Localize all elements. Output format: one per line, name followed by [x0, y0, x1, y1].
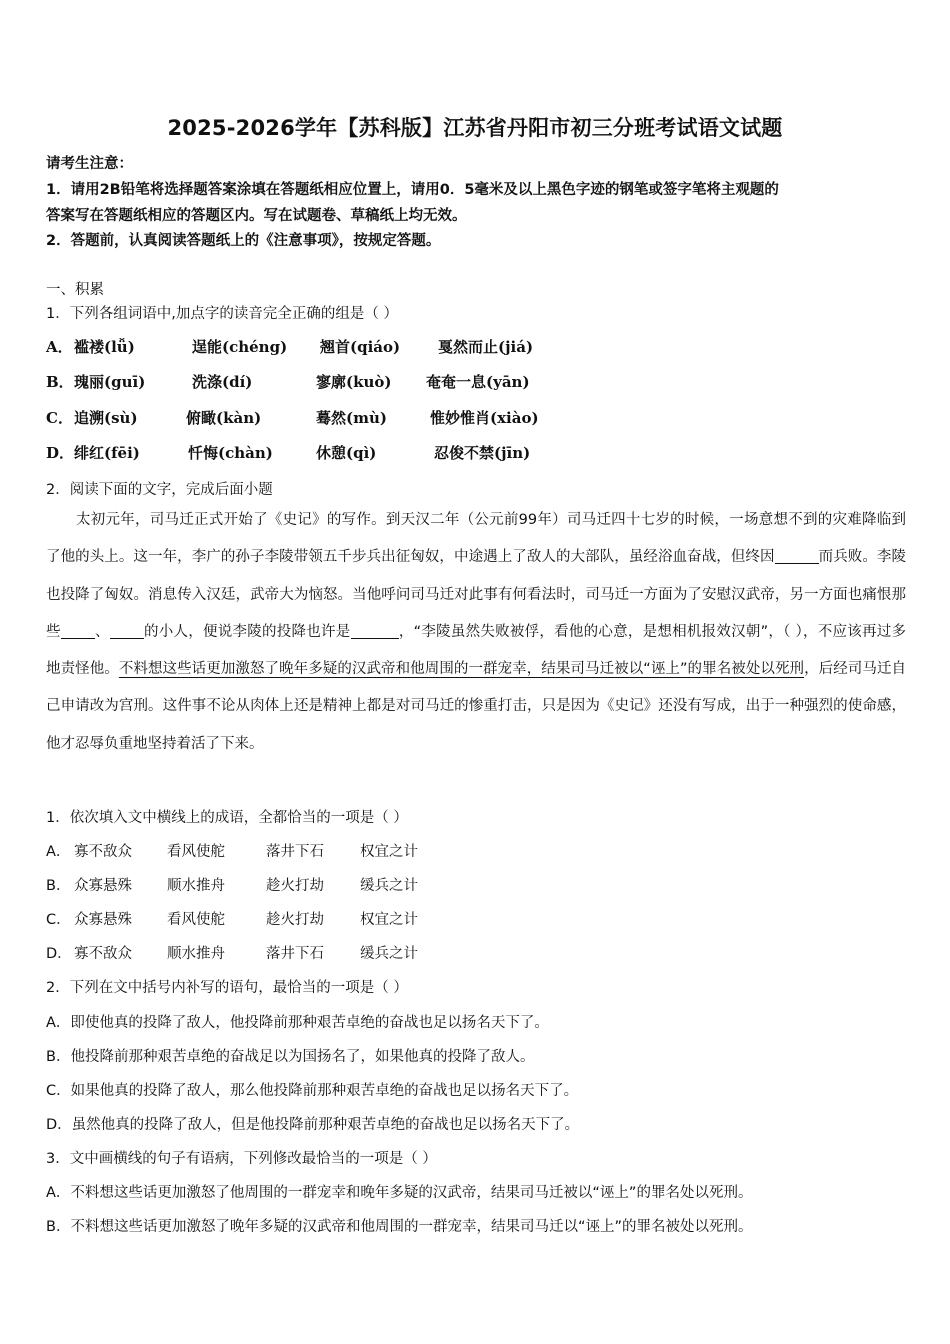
sub1-option-c-word-3: 趁火打劫 [266, 912, 324, 928]
reading-passage [46, 502, 906, 763]
sub3-option-a: A．不料想这些话更加激怒了他周围的一群宠幸和晚年多疑的汉武帝，结果司马迁被以“诬上”的罪名处以死刑。 [46, 1185, 753, 1201]
q1-option-c-word-1: 追溯(sù) [74, 409, 138, 427]
q1-option-b-word-2: 洗涤(dí) [192, 373, 253, 391]
sub1-stem: 1．依次填入文中横线上的成语，全都恰当的一项是（ ） [46, 810, 408, 826]
q1-option-b-word-4: 奄奄一息(yān) [426, 373, 530, 391]
blank-1 [775, 549, 819, 565]
sub1-option-a-word-3: 落井下石 [266, 844, 324, 860]
notice-item-2: 2．答题前，认真阅读答题纸上的《注意事项》，按规定答题。 [46, 233, 441, 249]
sub1-option-d-word-1: 寡不敌众 [74, 946, 132, 962]
sub1-option-a-word-2: 看风使舵 [167, 844, 225, 860]
sub1-option-b-label: B． [46, 878, 71, 894]
sub1-option-b-word-3: 趁火打劫 [266, 878, 324, 894]
q1-option-a-word-3: 翘首(qiáo) [320, 338, 401, 356]
blank-4 [351, 623, 399, 639]
sub3-option-b: B．不料想这些话更加激怒了晚年多疑的汉武帝和他周围的一群宠幸，结果司马迁以“诬上”的罪名被处以死刑。 [46, 1219, 753, 1235]
notice-item-1-line-1: 1．请用2B铅笔将选择题答案涂填在答题纸相应位置上，请用0．5毫米及以上黑色字迹的钢笔或签字笔将主观题的 [46, 182, 779, 198]
q1-stem: 1．下列各组词语中,加点字的读音完全正确的组是（ ） [46, 306, 398, 322]
q1-option-c-word-3: 蓦然(mù) [316, 409, 387, 427]
blank-3 [110, 623, 144, 639]
q1-option-d-label: D． [46, 444, 75, 462]
passage-part-4: 的小人，便说李陵的投降也许是 [143, 623, 351, 640]
sub3-stem: 3．文中画横线的句子有语病，下列修改最恰当的一项是（ ） [46, 1151, 437, 1167]
sub2-option-a: A．即使他真的投降了敌人，他投降前那种艰苦卓绝的奋战也足以扬名天下了。 [46, 1015, 549, 1031]
sub1-option-b-word-2: 顺水推舟 [167, 878, 225, 894]
underlined-sentence: 不料想这些话更加激怒了晚年多疑的汉武帝和他周围的一群宠幸，结果司马迁被以“诬上”的罪名被处以死刑 [118, 661, 805, 678]
sub2-option-c: C．如果他真的投降了敌人，那么他投降前那种艰苦卓绝的奋战也足以扬名天下了。 [46, 1083, 579, 1099]
q1-option-b-label: B． [46, 373, 74, 391]
page-title: 2025-2026学年【苏科版】江苏省丹阳市初三分班考试语文试题 [167, 116, 783, 140]
sub2-stem: 2．下列在文中括号内补写的语句，最恰当的一项是（ ） [46, 980, 408, 996]
q1-option-d-word-1: 绯红(fēi) [74, 444, 140, 462]
q2-intro: 2．阅读下面的文字，完成后面小题 [46, 482, 273, 498]
notice-heading: 请考生注意： [46, 156, 133, 172]
sub1-option-a-word-4: 权宜之计 [360, 844, 418, 860]
sub1-option-a-label: A． [46, 844, 71, 860]
q1-option-a-word-4: 戛然而止(jiá) [438, 338, 534, 356]
q1-option-c-word-4: 惟妙惟肖(xiào) [430, 409, 539, 427]
sub1-option-a-word-1: 寡不敌众 [74, 844, 132, 860]
sub1-option-c-word-4: 权宜之计 [360, 912, 418, 928]
sub1-option-d-word-2: 顺水推舟 [167, 946, 225, 962]
q1-option-d-word-3: 休憩(qì) [316, 444, 377, 462]
sub1-option-d-word-3: 落井下石 [266, 946, 324, 962]
sub2-option-d: D．虽然他真的投降了敌人，但是他投降前那种艰苦卓绝的奋战也足以扬名天下了。 [46, 1117, 580, 1133]
sub1-option-d-label: D． [46, 946, 72, 962]
passage-part-2: 而兵败。李陵也投降了匈奴。消息传入汉廷，武帝大为恼怒。当他呼问司马迁对此事有何看法时，司马迁一方面为了安慰汉武帝，另一方面也痛恨那些 [46, 549, 907, 640]
q1-option-a-word-2: 逞能(chéng) [192, 338, 288, 356]
sub1-option-c-word-1: 众寡悬殊 [74, 912, 132, 928]
sub1-option-b-word-4: 缓兵之计 [360, 878, 418, 894]
q1-option-d-word-4: 忍俊不禁(jīn) [434, 444, 531, 462]
q1-option-d-word-2: 忏悔(chàn) [188, 444, 273, 462]
blank-2 [61, 623, 95, 639]
q1-option-c-word-2: 俯瞰(kàn) [186, 409, 262, 427]
sub1-option-c-label: C． [46, 912, 71, 928]
notice-item-1-line-2: 答案写在答题纸相应的答题区内。写在试题卷、草稿纸上均无效。 [46, 208, 467, 224]
q1-option-a-word-1: 褴褛(lǚ) [74, 338, 135, 356]
q1-option-a-label: A． [46, 338, 73, 356]
sub2-option-b: B．他投降前那种艰苦卓绝的奋战足以为国扬名了，如果他真的投降了敌人。 [46, 1049, 535, 1065]
sub1-option-b-word-1: 众寡悬殊 [74, 878, 132, 894]
q1-option-b-word-3: 寥廓(kuò) [316, 373, 392, 391]
q1-option-c-label: C． [46, 409, 73, 427]
q1-option-b-word-1: 瑰丽(guī) [74, 373, 146, 391]
section-heading: 一、积累 [46, 282, 104, 298]
passage-part-1: 太初元年，司马迁正式开始了《史记》的写作。到天汉二年（公元前99年）司马迁四十七岁的时候，一场意想不到的灾难降临到了他的头上。这一年，李广的孙子李陵带领五千步兵出征匈奴，中途遇上了敌人的大部队，虽经浴血奋战，但终因 [46, 512, 906, 566]
passage-part-3: 、 [94, 623, 110, 640]
passage-part-6: ，后经司马迁自己申请改为宫刑。这件事不论从肉体上还是精神上都是对司马迁的惨重打击，只是因为《史记》还没有写成，出于一种强烈的使命感，他才忍辱负重地坚持着活了下来。 [46, 661, 906, 752]
passage-part-5: ，“李陵虽然失败被俘，看他的心意，是想相机报效汉朝”，（ ），不应该再过多地责怪他。 [46, 623, 907, 678]
sub1-option-d-word-4: 缓兵之计 [360, 946, 418, 962]
sub1-option-c-word-2: 看风使舵 [167, 912, 225, 928]
